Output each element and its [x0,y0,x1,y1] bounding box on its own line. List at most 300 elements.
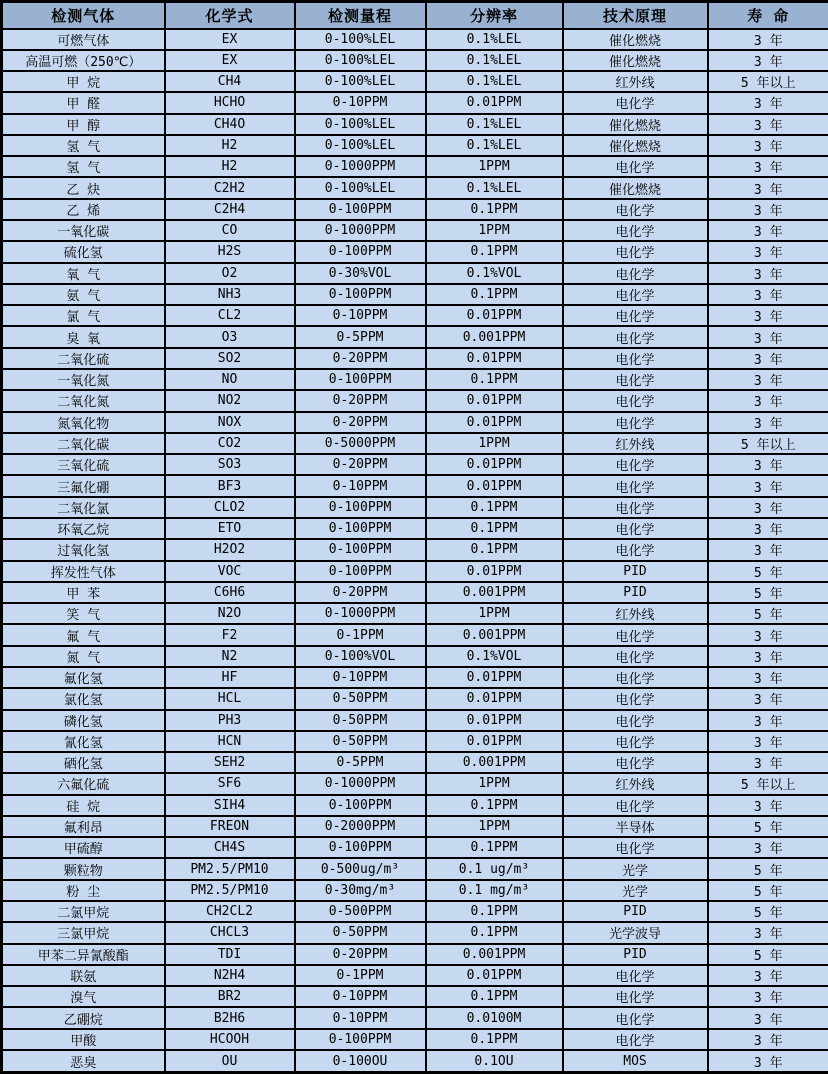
cell-range: 0-1000PPM [295,220,426,241]
cell-resolution: 0.01PPM [426,475,563,496]
table-row [2,518,828,539]
cell-formula: EX [165,50,295,71]
cell-formula: CO2 [165,433,295,454]
cell-gas: 氯化氢 [2,688,165,709]
cell-gas: 氟利昂 [2,816,165,837]
cell-range: 0-100PPM [295,1029,426,1050]
cell-range: 0-2000PPM [295,816,426,837]
cell-lifespan: 3 年 [708,1029,828,1050]
cell-lifespan: 3 年 [708,646,828,667]
cell-principle: 电化学 [563,795,708,816]
cell-resolution: 0.1%VOL [426,646,563,667]
cell-resolution: 0.01PPM [426,667,563,688]
cell-principle: PID [563,901,708,922]
cell-formula: FREON [165,816,295,837]
cell-lifespan: 3 年 [708,326,828,347]
cell-gas: 三氟化硼 [2,475,165,496]
table-row [2,752,828,773]
cell-range: 0-10PPM [295,667,426,688]
table-row [2,624,828,645]
cell-gas: 甲 烷 [2,71,165,92]
cell-gas: 磷化氢 [2,710,165,731]
cell-lifespan: 3 年 [708,305,828,326]
cell-formula: SO3 [165,454,295,475]
cell-formula: HCHO [165,92,295,113]
cell-resolution: 0.1PPM [426,837,563,858]
cell-resolution: 0.1PPM [426,369,563,390]
cell-formula: CH4S [165,837,295,858]
header-cell-lifespan: 寿 命 [708,2,828,29]
cell-range: 0-20PPM [295,944,426,965]
cell-formula: C2H2 [165,177,295,198]
cell-gas: 可燃气体 [2,29,165,50]
cell-range: 0-50PPM [295,922,426,943]
cell-principle: 电化学 [563,263,708,284]
cell-range: 0-20PPM [295,454,426,475]
table-row [2,135,828,156]
cell-range: 0-10PPM [295,305,426,326]
cell-range: 0-100%LEL [295,50,426,71]
cell-gas: 氟 气 [2,624,165,645]
table-row [2,454,828,475]
cell-formula: NOX [165,412,295,433]
cell-range: 0-10PPM [295,1007,426,1028]
cell-gas: 颗粒物 [2,858,165,879]
cell-gas: 环氧乙烷 [2,518,165,539]
cell-gas: 氯 气 [2,305,165,326]
cell-lifespan: 3 年 [708,199,828,220]
table-row [2,922,828,943]
cell-gas: 一氧化氮 [2,369,165,390]
cell-principle: 电化学 [563,965,708,986]
cell-principle: 电化学 [563,1029,708,1050]
cell-principle: 光学 [563,858,708,879]
header-cell-gas: 检测气体 [2,2,165,29]
cell-resolution: 0.1PPM [426,901,563,922]
cell-formula: HCL [165,688,295,709]
table-row [2,92,828,113]
cell-resolution: 1PPM [426,433,563,454]
cell-formula: O3 [165,326,295,347]
cell-range: 0-100%LEL [295,135,426,156]
cell-gas: 三氯甲烷 [2,922,165,943]
cell-principle: 半导体 [563,816,708,837]
cell-resolution: 0.1PPM [426,539,563,560]
cell-gas: 氧 气 [2,263,165,284]
table-row [2,263,828,284]
cell-principle: 电化学 [563,156,708,177]
cell-lifespan: 3 年 [708,50,828,71]
cell-principle: 电化学 [563,241,708,262]
cell-formula: SEH2 [165,752,295,773]
header-row [2,2,828,29]
cell-lifespan: 3 年 [708,1050,828,1073]
cell-range: 0-50PPM [295,710,426,731]
cell-range: 0-30%VOL [295,263,426,284]
cell-gas: 氢 气 [2,156,165,177]
cell-formula: EX [165,29,295,50]
header-cell-resolution: 分辨率 [426,2,563,29]
cell-resolution: 0.001PPM [426,326,563,347]
cell-lifespan: 5 年 [708,901,828,922]
cell-principle: 电化学 [563,1007,708,1028]
cell-resolution: 0.01PPM [426,731,563,752]
cell-gas: 氢 气 [2,135,165,156]
table-row [2,773,828,794]
cell-gas: 联氨 [2,965,165,986]
cell-resolution: 0.01PPM [426,561,563,582]
cell-gas: 硫化氢 [2,241,165,262]
cell-range: 0-100PPM [295,241,426,262]
cell-gas: 甲酸 [2,1029,165,1050]
cell-resolution: 0.01PPM [426,348,563,369]
table-row [2,667,828,688]
cell-principle: 电化学 [563,475,708,496]
cell-gas: 甲苯二异氰酸酯 [2,944,165,965]
cell-principle: 电化学 [563,199,708,220]
cell-principle: 电化学 [563,284,708,305]
cell-resolution: 0.1PPM [426,986,563,1007]
cell-resolution: 0.01PPM [426,710,563,731]
cell-range: 0-1PPM [295,624,426,645]
cell-lifespan: 5 年 [708,816,828,837]
cell-resolution: 0.01PPM [426,688,563,709]
table-row [2,412,828,433]
cell-gas: 甲 苯 [2,582,165,603]
cell-principle: 红外线 [563,71,708,92]
cell-gas: 二氧化硫 [2,348,165,369]
cell-formula: H2 [165,135,295,156]
cell-resolution: 0.1PPM [426,241,563,262]
cell-lifespan: 5 年 [708,603,828,624]
table-row [2,1007,828,1028]
cell-lifespan: 3 年 [708,348,828,369]
cell-formula: F2 [165,624,295,645]
cell-range: 0-1PPM [295,965,426,986]
table-row [2,816,828,837]
cell-principle: 电化学 [563,369,708,390]
cell-formula: NO [165,369,295,390]
cell-range: 0-100PPM [295,795,426,816]
cell-resolution: 0.1PPM [426,199,563,220]
cell-principle: 电化学 [563,348,708,369]
cell-formula: B2H6 [165,1007,295,1028]
cell-range: 0-20PPM [295,348,426,369]
cell-gas: 氮氧化物 [2,412,165,433]
cell-range: 0-10PPM [295,475,426,496]
table-row [2,880,828,901]
cell-principle: 催化燃烧 [563,114,708,135]
cell-principle: PID [563,944,708,965]
cell-resolution: 0.001PPM [426,624,563,645]
cell-formula: C2H4 [165,199,295,220]
table-row [2,901,828,922]
cell-range: 0-100PPM [295,284,426,305]
cell-formula: H2O2 [165,539,295,560]
cell-range: 0-100%LEL [295,29,426,50]
table-row [2,177,828,198]
cell-resolution: 0.1OU [426,1050,563,1073]
cell-range: 0-5PPM [295,326,426,347]
cell-lifespan: 3 年 [708,922,828,943]
cell-gas: 甲 醇 [2,114,165,135]
table-row [2,986,828,1007]
cell-resolution: 0.1PPM [426,284,563,305]
table-row [2,348,828,369]
cell-gas: 氮 气 [2,646,165,667]
cell-lifespan: 3 年 [708,29,828,50]
cell-range: 0-5000PPM [295,433,426,454]
cell-range: 0-500ug/m³ [295,858,426,879]
cell-formula: HF [165,667,295,688]
cell-principle: 电化学 [563,305,708,326]
cell-lifespan: 5 年 [708,858,828,879]
cell-range: 0-30mg/m³ [295,880,426,901]
cell-lifespan: 3 年 [708,454,828,475]
cell-principle: 电化学 [563,454,708,475]
cell-range: 0-50PPM [295,688,426,709]
cell-lifespan: 3 年 [708,135,828,156]
cell-resolution: 1PPM [426,220,563,241]
cell-formula: CH4O [165,114,295,135]
cell-gas: 乙硼烷 [2,1007,165,1028]
cell-resolution: 0.1%LEL [426,50,563,71]
table-row [2,837,828,858]
cell-formula: SF6 [165,773,295,794]
cell-resolution: 0.001PPM [426,752,563,773]
cell-formula: NO2 [165,390,295,411]
cell-gas: 臭 氧 [2,326,165,347]
cell-resolution: 0.01PPM [426,390,563,411]
cell-formula: C6H6 [165,582,295,603]
cell-lifespan: 3 年 [708,731,828,752]
table-row [2,497,828,518]
cell-range: 0-500PPM [295,901,426,922]
cell-principle: 电化学 [563,646,708,667]
table-row [2,858,828,879]
cell-range: 0-100PPM [295,539,426,560]
cell-lifespan: 3 年 [708,710,828,731]
cell-principle: 电化学 [563,752,708,773]
cell-principle: MOS [563,1050,708,1073]
cell-resolution: 1PPM [426,773,563,794]
table-row [2,71,828,92]
cell-formula: O2 [165,263,295,284]
cell-gas: 硅 烷 [2,795,165,816]
cell-gas: 溴气 [2,986,165,1007]
cell-gas: 氨 气 [2,284,165,305]
cell-gas: 一氧化碳 [2,220,165,241]
cell-resolution: 0.01PPM [426,454,563,475]
cell-resolution: 0.1 mg/m³ [426,880,563,901]
cell-gas: 粉 尘 [2,880,165,901]
cell-resolution: 0.1PPM [426,795,563,816]
table-row [2,390,828,411]
cell-resolution: 0.001PPM [426,582,563,603]
cell-lifespan: 3 年 [708,475,828,496]
table-row [2,156,828,177]
cell-lifespan: 3 年 [708,518,828,539]
table-row [2,561,828,582]
cell-principle: 红外线 [563,773,708,794]
cell-gas: 二氧化碳 [2,433,165,454]
cell-principle: 电化学 [563,326,708,347]
cell-formula: CHCL3 [165,922,295,943]
cell-resolution: 0.01PPM [426,965,563,986]
cell-lifespan: 5 年以上 [708,433,828,454]
table-row [2,1050,828,1073]
cell-lifespan: 3 年 [708,752,828,773]
cell-gas: 三氧化硫 [2,454,165,475]
cell-gas: 二氧化氮 [2,390,165,411]
cell-range: 0-100%LEL [295,71,426,92]
cell-range: 0-5PPM [295,752,426,773]
cell-principle: 电化学 [563,412,708,433]
cell-formula: OU [165,1050,295,1073]
cell-range: 0-50PPM [295,731,426,752]
cell-formula: PH3 [165,710,295,731]
table-row [2,284,828,305]
cell-formula: N2O [165,603,295,624]
cell-principle: 电化学 [563,731,708,752]
cell-resolution: 0.1%LEL [426,177,563,198]
cell-principle: 光学波导 [563,922,708,943]
cell-formula: CLO2 [165,497,295,518]
cell-principle: 电化学 [563,837,708,858]
cell-resolution: 0.1%LEL [426,29,563,50]
cell-principle: 电化学 [563,497,708,518]
cell-principle: 电化学 [563,688,708,709]
cell-lifespan: 3 年 [708,369,828,390]
cell-gas: 高温可燃（250℃） [2,50,165,71]
cell-lifespan: 5 年 [708,880,828,901]
table-row [2,603,828,624]
cell-principle: 电化学 [563,518,708,539]
cell-lifespan: 3 年 [708,156,828,177]
cell-resolution: 1PPM [426,816,563,837]
cell-resolution: 0.1%LEL [426,114,563,135]
header-cell-range: 检测量程 [295,2,426,29]
cell-resolution: 0.1PPM [426,497,563,518]
cell-principle: 催化燃烧 [563,135,708,156]
table-row [2,731,828,752]
cell-formula: TDI [165,944,295,965]
cell-resolution: 0.1%VOL [426,263,563,284]
cell-lifespan: 3 年 [708,220,828,241]
cell-range: 0-100%LEL [295,177,426,198]
cell-formula: SIH4 [165,795,295,816]
cell-formula: BF3 [165,475,295,496]
table-row [2,646,828,667]
cell-gas: 氰化氢 [2,731,165,752]
cell-formula: H2S [165,241,295,262]
table-header [2,2,828,29]
table-row [2,539,828,560]
cell-lifespan: 3 年 [708,497,828,518]
cell-lifespan: 3 年 [708,241,828,262]
cell-formula: H2 [165,156,295,177]
cell-formula: CO [165,220,295,241]
cell-principle: 光学 [563,880,708,901]
cell-resolution: 0.01PPM [426,412,563,433]
cell-gas: 乙 烯 [2,199,165,220]
cell-formula: CH2CL2 [165,901,295,922]
cell-range: 0-100PPM [295,518,426,539]
cell-resolution: 0.1%LEL [426,71,563,92]
cell-principle: 电化学 [563,624,708,645]
table-row [2,433,828,454]
cell-lifespan: 3 年 [708,177,828,198]
cell-principle: 电化学 [563,667,708,688]
table-row [2,475,828,496]
cell-resolution: 1PPM [426,156,563,177]
cell-gas: 恶臭 [2,1050,165,1073]
cell-resolution: 0.1PPM [426,1029,563,1050]
cell-range: 0-20PPM [295,390,426,411]
cell-formula: ETO [165,518,295,539]
cell-lifespan: 5 年 [708,944,828,965]
cell-principle: 催化燃烧 [563,50,708,71]
cell-range: 0-10PPM [295,92,426,113]
cell-range: 0-100PPM [295,837,426,858]
cell-principle: 催化燃烧 [563,177,708,198]
table-row [2,326,828,347]
cell-formula: HCN [165,731,295,752]
cell-lifespan: 3 年 [708,688,828,709]
table-row [2,114,828,135]
cell-lifespan: 3 年 [708,965,828,986]
cell-gas: 二氧化氯 [2,497,165,518]
cell-lifespan: 5 年以上 [708,773,828,794]
cell-resolution: 1PPM [426,603,563,624]
table-body [2,29,828,1073]
cell-lifespan: 5 年以上 [708,71,828,92]
cell-lifespan: 5 年 [708,582,828,603]
cell-resolution: 0.1%LEL [426,135,563,156]
cell-formula: CL2 [165,305,295,326]
cell-principle: 红外线 [563,433,708,454]
table-row [2,50,828,71]
table-row [2,795,828,816]
cell-gas: 甲硫醇 [2,837,165,858]
cell-range: 0-10PPM [295,986,426,1007]
cell-formula: VOC [165,561,295,582]
cell-lifespan: 3 年 [708,263,828,284]
cell-lifespan: 3 年 [708,624,828,645]
header-cell-formula: 化学式 [165,2,295,29]
cell-lifespan: 5 年 [708,561,828,582]
cell-lifespan: 3 年 [708,795,828,816]
cell-principle: 电化学 [563,986,708,1007]
table-row [2,241,828,262]
cell-formula: PM2.5/PM10 [165,880,295,901]
cell-range: 0-20PPM [295,412,426,433]
cell-range: 0-20PPM [295,582,426,603]
cell-range: 0-100PPM [295,369,426,390]
table-row [2,1029,828,1050]
cell-gas: 氟化氢 [2,667,165,688]
table-row [2,29,828,50]
cell-range: 0-100PPM [295,561,426,582]
cell-gas: 笑 气 [2,603,165,624]
header-cell-principle: 技术原理 [563,2,708,29]
cell-formula: BR2 [165,986,295,1007]
table-row [2,305,828,326]
cell-resolution: 0.1PPM [426,922,563,943]
cell-lifespan: 3 年 [708,114,828,135]
cell-lifespan: 3 年 [708,390,828,411]
table-row [2,688,828,709]
